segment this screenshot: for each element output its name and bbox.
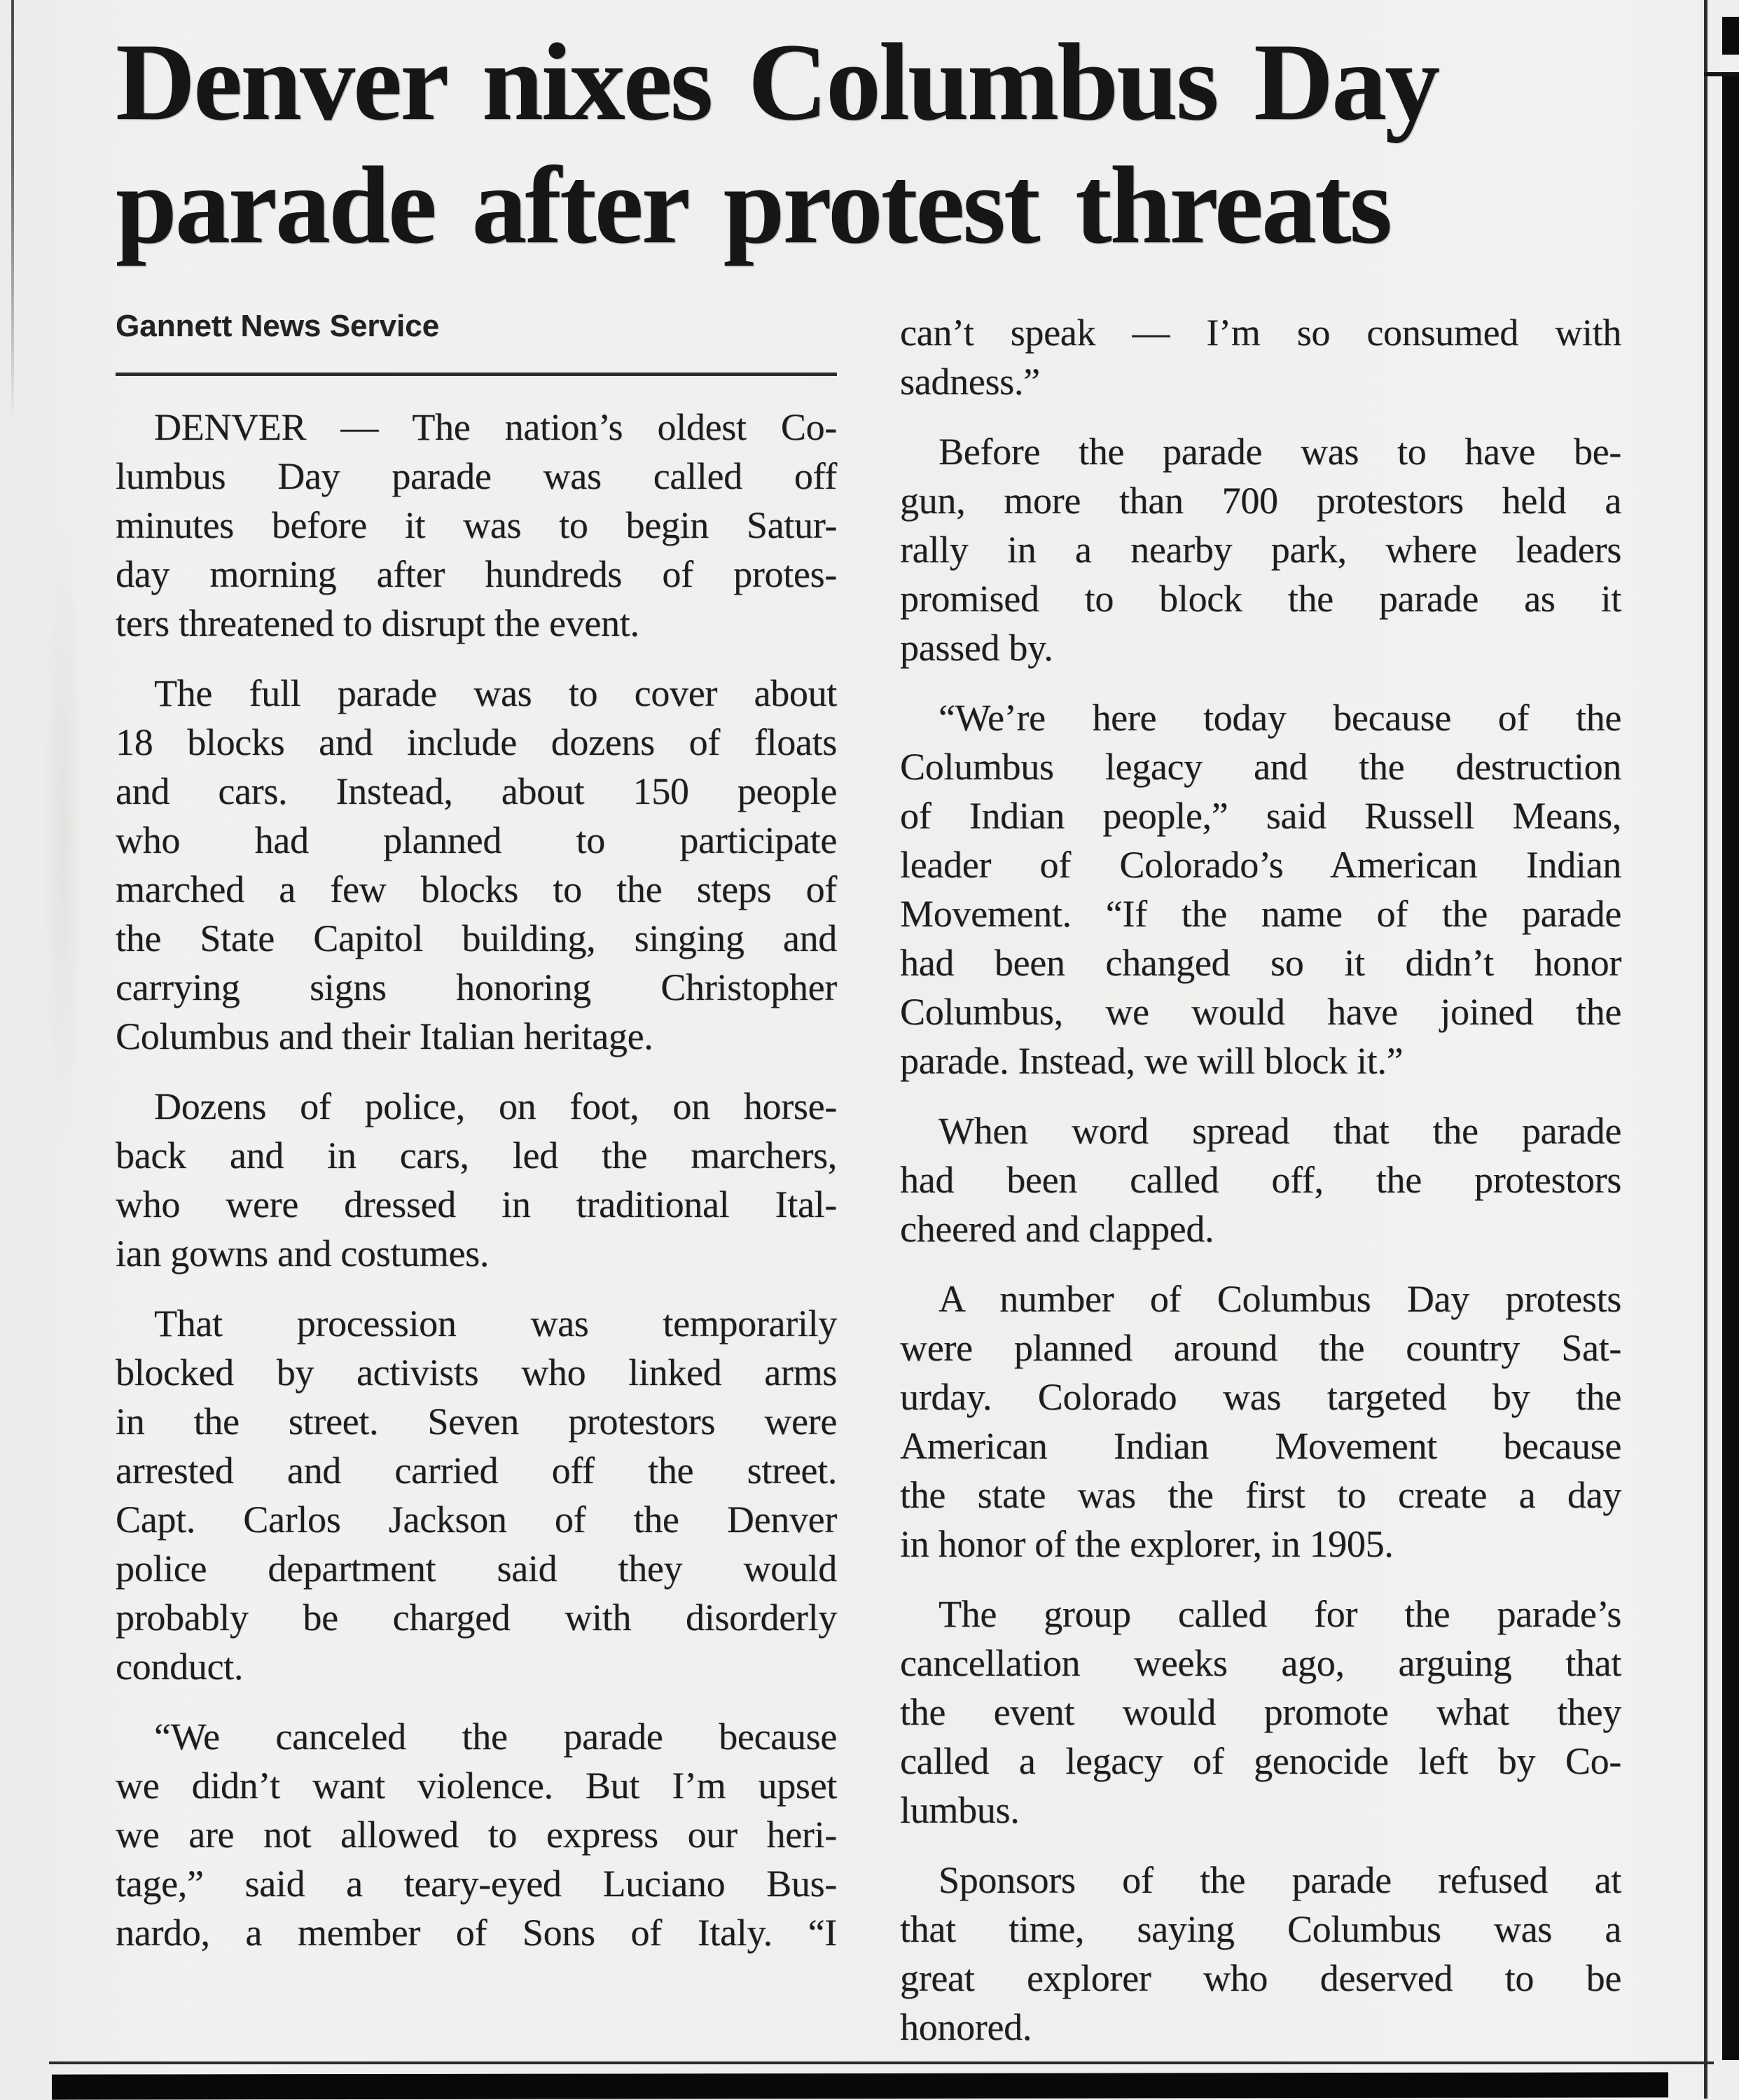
text-line: Columbus legacy and the destruction	[900, 746, 1621, 788]
byline: Gannett News Service	[116, 309, 440, 343]
text-line: lumbus.	[900, 1789, 1020, 1831]
text-line: The full parade was to cover about	[154, 672, 837, 714]
text-line: Before the parade was to have be-	[938, 431, 1621, 473]
text-line: in the street. Seven protestors were	[116, 1400, 837, 1442]
article	[116, 21, 1621, 2073]
text-line: The group called for the parade’s	[938, 1593, 1621, 1635]
text-line: rally in a nearby park, where leaders	[900, 529, 1621, 571]
text-line: “We’re here today because of the	[938, 697, 1621, 739]
text-line: passed by.	[900, 627, 1053, 669]
bottom-black-bar	[52, 2072, 1668, 2099]
paragraph	[900, 1856, 1621, 2052]
text-line: Capt. Carlos Jackson of the Denver	[116, 1498, 837, 1541]
text-line: that time, saying Columbus was a	[900, 1908, 1621, 1950]
paragraph	[116, 1712, 837, 1957]
text-line: Sponsors of the parade refused at	[938, 1859, 1621, 1901]
page-edge-tick	[1704, 72, 1739, 76]
text-line: day morning after hundreds of protes-	[116, 553, 837, 595]
column-left	[116, 308, 837, 2073]
text-line: lumbus Day parade was called off	[116, 455, 837, 497]
text-line: cheered and clapped.	[900, 1208, 1214, 1250]
page-edge-strip	[1722, 17, 1739, 2060]
text-line: DENVER — The nation’s oldest Co-	[154, 406, 837, 448]
text-line: nardo, a member of Sons of Italy. “I	[116, 1912, 837, 1954]
article-headline	[116, 21, 1621, 267]
text-line: and cars. Instead, about 150 people	[116, 770, 837, 812]
text-line: American Indian Movement because	[900, 1425, 1621, 1467]
column-left-body	[116, 403, 837, 1957]
text-line: had been called off, the protestors	[900, 1159, 1621, 1201]
text-line: cancellation weeks ago, arguing that	[900, 1642, 1621, 1684]
paragraph	[900, 693, 1621, 1085]
text-line: we are not allowed to express our heri-	[116, 1814, 837, 1856]
text-line: urday. Colorado was targeted by the	[900, 1376, 1621, 1418]
scan-smudge	[42, 518, 84, 1148]
text-line: ters threatened to disrupt the event.	[116, 602, 639, 644]
text-line: minutes before it was to begin Satur-	[116, 504, 837, 546]
text-line: promised to block the parade as it	[900, 578, 1621, 620]
text-line: gun, more than 700 protestors held a	[900, 480, 1621, 522]
text-line: Columbus and their Italian heritage.	[116, 1015, 653, 1057]
text-line: had been changed so it didn’t honor	[900, 942, 1621, 984]
headline-line: parade after protest threats	[116, 144, 1391, 267]
text-line: A number of Columbus Day protests	[938, 1278, 1621, 1320]
text-line: great explorer who deserved to be	[900, 1957, 1621, 1999]
article-columns	[116, 308, 1621, 2073]
text-line: honored.	[900, 2006, 1032, 2048]
text-line: sadness.”	[900, 361, 1040, 403]
text-line: arrested and carried off the street.	[116, 1449, 837, 1491]
text-line: Movement. “If the name of the parade	[900, 893, 1621, 935]
right-column-rule	[1704, 0, 1707, 2099]
text-line: the state was the first to create a day	[900, 1474, 1621, 1516]
text-line: the State Capitol building, singing and	[116, 917, 837, 959]
text-line: who were dressed in traditional Ital-	[116, 1183, 837, 1225]
text-line: That procession was temporarily	[154, 1302, 837, 1344]
text-line: who had planned to participate	[116, 819, 837, 861]
paragraph	[900, 1106, 1621, 1253]
text-line: blocked by activists who linked arms	[116, 1351, 837, 1393]
text-line: of Indian people,” said Russell Means,	[900, 795, 1621, 837]
byline-rule	[116, 373, 837, 376]
text-line: back and in cars, led the marchers,	[116, 1134, 837, 1176]
text-line: the event would promote what they	[900, 1691, 1621, 1733]
text-line: we didn’t want violence. But I’m upset	[116, 1765, 837, 1807]
text-line: Dozens of police, on foot, on horse-	[154, 1085, 837, 1127]
text-line: tage,” said a teary-eyed Luciano Bus-	[116, 1863, 837, 1905]
left-edge-line	[11, 0, 14, 420]
paragraph	[116, 403, 837, 648]
bottom-rule	[49, 2061, 1714, 2064]
text-line: can’t speak — I’m so consumed with	[900, 312, 1621, 354]
text-line: carrying signs honoring Christopher	[116, 966, 837, 1008]
text-line: When word spread that the parade	[938, 1110, 1621, 1152]
text-line: probably be charged with disorderly	[116, 1597, 837, 1639]
text-line: Columbus, we would have joined the	[900, 991, 1621, 1033]
text-line: were planned around the country Sat-	[900, 1327, 1621, 1369]
text-line: parade. Instead, we will block it.”	[900, 1040, 1404, 1082]
page-edge-notch	[1722, 55, 1739, 72]
text-line: ian gowns and costumes.	[116, 1232, 490, 1274]
text-line: leader of Colorado’s American Indian	[900, 844, 1621, 886]
text-line: “We canceled the parade because	[154, 1716, 837, 1758]
paragraph	[116, 1299, 837, 1691]
headline-line: Denver nixes Columbus Day	[116, 21, 1439, 144]
text-line: marched a few blocks to the steps of	[116, 868, 837, 910]
paragraph	[116, 1082, 837, 1278]
column-right	[900, 308, 1621, 2073]
text-line: called a legacy of genocide left by Co-	[900, 1740, 1621, 1782]
paragraph	[900, 308, 1621, 406]
text-line: conduct.	[116, 1646, 244, 1688]
paragraph	[900, 1274, 1621, 1569]
paragraph	[116, 669, 837, 1061]
text-line: in honor of the explorer, in 1905.	[900, 1523, 1394, 1565]
paragraph	[900, 1590, 1621, 1835]
text-line: police department said they would	[116, 1548, 837, 1590]
text-line: 18 blocks and include dozens of floats	[116, 721, 837, 763]
paragraph	[900, 427, 1621, 672]
